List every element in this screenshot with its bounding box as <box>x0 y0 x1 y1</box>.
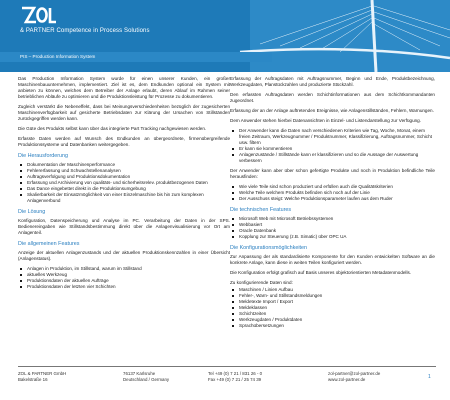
document-subtitle: PIS – Production Information System <box>20 54 96 59</box>
intro-paragraph: Erfassung der Auftragsdaten mit Auftragsnummer, Beginn und Ende, Produktbezeichnung, Werkzeugdaten, Planstückzahlen und produzierte Stückzahl. <box>230 76 435 87</box>
list-item: Der Anwender kann die Daten nach verschiedenen Kriterien wie Tag, Woche, Monat, einem freien Zeitraum, Werkzeugnummer / Produktnummer, Klassifizierung, Auftragsnummer, Schicht usw. filtern <box>230 128 435 146</box>
list-item: Dokumentation der Maschinenperformance <box>18 162 230 168</box>
list-item: Meldeklassen <box>230 305 435 311</box>
intro-paragraph: Zugleich verstärkt die Nebeneffekt, dass bei Meinungsverschiedenheiten bezüglich der zugesicherten Maschinenverfügbarkeit auf gesicherte Betriebsdaten zur Klärung der Ursachen von Stillständen zurückgegriffen werden kann. <box>18 104 230 121</box>
page-footer <box>18 366 436 382</box>
list-item: Das Dance eingebettet direkt in die Produktionsumgebung <box>18 186 230 192</box>
section-heading-challenge: Die Herausforderung <box>18 153 69 159</box>
list-item: Microsoft Web mit Microsoft Betriebssystemen <box>230 216 435 222</box>
list-item: Werkzeugdaten / Produktdaten <box>230 317 435 323</box>
tracking-paragraph: Der Anwender kann aber über schon gefertigte Produkte und noch in Produktion befindliche Teile herausfinden: <box>230 168 435 179</box>
footer-company: ZOL & PARTNER GmbH <box>18 371 67 376</box>
technical-features-list <box>230 216 435 240</box>
list-item: Produktionsdaten der aktuellen Aufträge <box>18 278 230 284</box>
intro-paragraph: Erfasste Daten werden auf Wunsch des Endkunden an übergeordnete, firmenübergreifende Produktionssysteme und Datenbanken weitergegeben. <box>18 136 230 147</box>
footer-country: Deutschland / Germany <box>123 376 170 382</box>
configuration-paragraph: Zur Anpassung der als standardisierte Komponente für den Kunden entwickelten Software an die konkrete Anlage, kann diese in weiten Teilen konfiguriert werden. <box>230 254 435 265</box>
list-item: Webbasiert <box>230 222 435 228</box>
list-item: Er kann sie kommentieren <box>230 146 435 152</box>
footer-web-link[interactable]: www.zol-partner.de <box>328 376 366 382</box>
list-item: Produktionsdaten der letzten vier Schichten <box>18 284 230 290</box>
list-item: Kopplung zur Steuerung (z.B. Simatic) über OPC UA <box>230 234 435 240</box>
intro-paragraph: Dem Anwender stehen hierbei Datenansichten in Einzel- und Listendarstellung zur Verfügung. <box>230 118 422 123</box>
company-tagline: & PARTNER Competence in Process Solutions <box>20 28 150 34</box>
list-item: Anlagenzustände / Stillstände kann er klassifizieren und so die Aussage der Auswertung verbessern <box>230 152 435 164</box>
intro-paragraph: Die Güte des Produkts selbst kann über das integrierte Part Tracking nachgewiesen werden. <box>18 126 207 131</box>
section-heading-general-features: Die allgemeinen Features <box>18 241 80 247</box>
footer-contact <box>328 371 380 382</box>
solution-paragraph: Konfiguration, Datenspeicherung und Analyse im PC. Verarbeitung der Daten in der SPS. Bedienereingaben wie Stillstandsbestimmung direkt über die Anlagenvisualisierung vor Ort am Anlagenteil. <box>18 218 230 235</box>
challenge-list <box>18 162 230 204</box>
list-item: Wie viele Teile sind schon produziert und erfüllen auch die Qualitätskriterien <box>230 184 435 190</box>
list-item: Auftragsverfolgung und Produktionsdokumentation <box>18 174 230 180</box>
configuration-list <box>230 287 435 329</box>
list-item: Skalierbarkeit der Einsatzmöglichkeit von einer Einzelmaschine bis hin zum komplexen Anlagenverbund <box>18 192 230 204</box>
general-features-list <box>18 266 230 290</box>
left-column <box>18 76 230 294</box>
features-paragraph: Anzeige der aktuellen Anlagenzustands und der aktuellen Produktionskennzahlen in einer Übersicht (Anlagenstatus). <box>18 250 230 261</box>
intro-paragraph: Den erfassten Auftragsdaten werden Schichtinformationen aus dem Schichtkommandanten zugeordnet. <box>230 92 435 103</box>
footer-street: Bakelstraße 16 <box>18 376 48 382</box>
tracking-list <box>230 184 435 202</box>
list-item: aktuelles Werkzeug <box>18 272 230 278</box>
intro-paragraph: Erfassung der an der Anlage auftretenden Ereignisse, wie Anlagenstillständen, Fehlern, Warnungen. <box>230 108 434 113</box>
right-column <box>230 76 435 333</box>
intro-paragraph: Das Production Information System wurde für einen unserer Kunden, ein großer Maschinenbauunternehmen, implementiert. Ziel ist es, dem Endkunden optional ein System mit anbieten zu können, welches dem Betreiber der Anlage erlaubt, deren Ablauf im Rahmen seiner betrieblichen Abläufe zu optimieren und die Produktionsleistung für Prozesse zu dokumentieren. <box>18 76 230 99</box>
footer-phone <box>208 371 262 382</box>
footer-email-link[interactable]: zol-partner@zol-partner.de <box>328 371 381 376</box>
page-number: 1 <box>428 374 431 380</box>
header-banner <box>0 0 450 72</box>
configuration-paragraph: Die Konfiguration erfolgt grafisch auf Basis unseres objektorientierten Metadatenmodells. <box>230 270 412 275</box>
list-item: Schichtzeiten <box>230 311 435 317</box>
footer-tel: Tel +49 (0) 7 21 / 831 26 - 0 <box>208 371 263 376</box>
footer-address <box>18 371 66 382</box>
list-item: Meldetexte Import / Export <box>230 299 435 305</box>
section-heading-solution: Die Lösung <box>18 209 46 215</box>
section-heading-technical-features: Die technischen Features <box>230 207 292 213</box>
footer-zip-city: 76137 Karlsruhe <box>123 371 156 376</box>
zol-logo <box>20 6 56 24</box>
list-item: Sprachübersetzungen <box>230 323 435 329</box>
list-item: Erfassung und Archivierung von qualitäts- und sicherheitsrelev. produktbezogenen Daten <box>18 180 230 186</box>
list-item: Welche Teile welchem Produkts befinden sich noch auf der Linie <box>230 190 435 196</box>
list-item: Maschinen / Linien Aufbau <box>230 287 435 293</box>
footer-city <box>123 371 169 382</box>
footer-fax: Fax +49 (0) 7 21 / 25 74 39 <box>208 376 262 382</box>
section-heading-configuration: Die Konfigurationsmöglichkeiten <box>230 245 308 251</box>
data-view-list <box>230 128 435 164</box>
list-item: Anlagen in Produktion, im Stillstand, warum im Stillstand <box>18 266 230 272</box>
configuration-paragraph: Zu konfigurierende Daten sind: <box>230 280 293 285</box>
list-item: Fehlererfassung und Schwachstellenanalysen <box>18 168 230 174</box>
list-item: Der Ausschuss steigt: Welche Produktionsparameter laufen aus dem Ruder <box>230 196 435 202</box>
list-item: Oracle Datenbank <box>230 228 435 234</box>
list-item: Fehler-, Warn- und Stillstandsmeldungen <box>230 293 435 299</box>
